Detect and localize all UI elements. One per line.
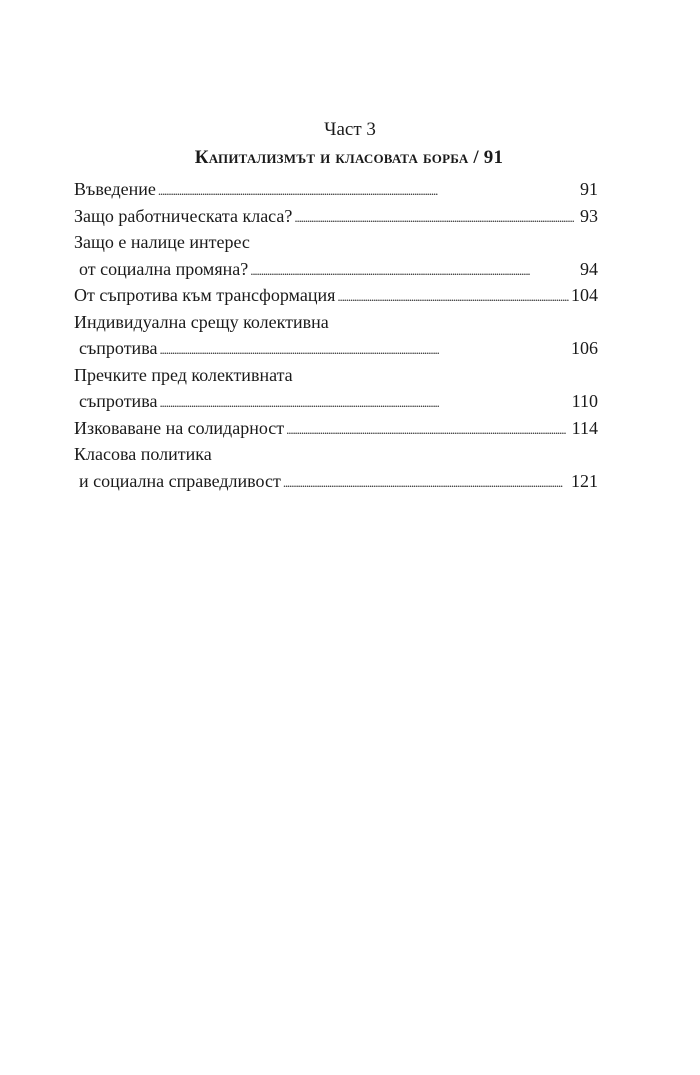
toc-entry-introduction[interactable] — [74, 176, 598, 203]
toc-entry-class-politics[interactable] — [74, 441, 598, 468]
toc-entry-title: Защо работническата класа? — [74, 205, 293, 226]
toc-entry-class-politics-cont[interactable] — [74, 468, 598, 495]
toc-page-number: 94 — [580, 258, 598, 279]
toc-entry-interest-in-change[interactable] — [74, 229, 598, 256]
toc-entry-title-continued: и социална справедливост — [79, 470, 281, 491]
toc-entry-individual-vs-collective-cont[interactable] — [74, 335, 598, 362]
toc-page-number: 93 — [580, 205, 598, 226]
toc-page-number: 110 — [571, 391, 598, 411]
toc-page-number: 106 — [571, 338, 598, 358]
toc-entry-resistance-to-transformation[interactable] — [74, 282, 598, 309]
table-of-contents — [74, 176, 598, 494]
dot-leader — [286, 417, 570, 444]
toc-entry-obstacles[interactable] — [74, 362, 598, 389]
toc-entry-interest-in-change-cont[interactable] — [74, 256, 598, 283]
dot-leader — [294, 205, 578, 232]
toc-page-number: 91 — [580, 179, 598, 199]
part-label: Част 3 — [324, 119, 376, 140]
toc-entry-title: Индивидуална срещу колективна — [74, 311, 329, 332]
toc-entry-title-continued: от социална промяна? — [79, 258, 249, 279]
toc-page-number: 104 — [571, 285, 598, 305]
dot-leader — [250, 258, 578, 285]
toc-page-number: 114 — [571, 417, 598, 438]
toc-entry-title: Защо е налице интерес — [74, 232, 250, 252]
dot-leader — [283, 470, 569, 497]
toc-entry-why-working-class[interactable] — [74, 203, 598, 230]
toc-entry-title: От съпротива към трансформация — [74, 285, 336, 305]
toc-entry-title: Въведение — [74, 179, 156, 199]
toc-entry-obstacles-cont[interactable] — [74, 388, 598, 415]
dot-leader — [158, 178, 578, 205]
toc-entry-title: Изковаване на солидарност — [74, 417, 285, 438]
toc-entry-title: Пречките пред колективната — [74, 364, 293, 385]
toc-entry-forging-solidarity[interactable] — [74, 415, 598, 442]
toc-page-number: 121 — [571, 470, 598, 491]
dot-leader — [337, 284, 569, 311]
part-title: Капитализмът и класовата борба / 91 — [194, 147, 504, 168]
toc-entry-individual-vs-collective[interactable] — [74, 309, 598, 336]
dot-leader — [159, 390, 569, 417]
dot-leader — [159, 337, 569, 364]
toc-entry-title-continued: съпротива — [79, 338, 158, 358]
toc-entry-title: Класова политика — [74, 444, 212, 464]
toc-entry-title-continued: съпротива — [79, 391, 158, 411]
